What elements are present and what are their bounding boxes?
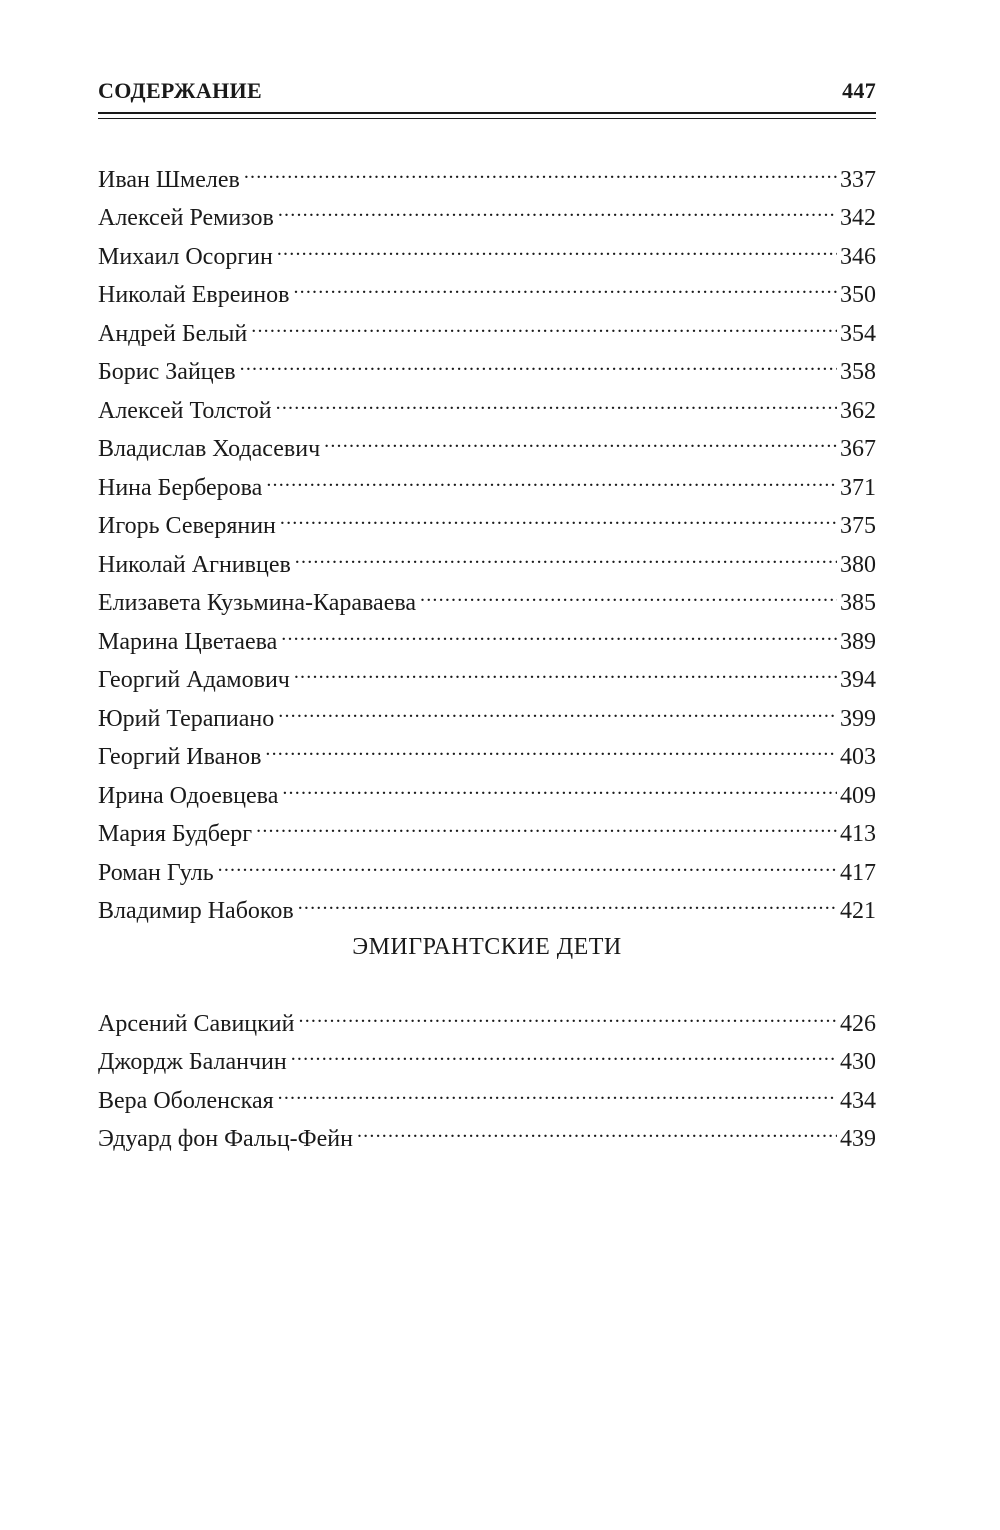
toc-entry-name: Михаил Осоргин xyxy=(98,243,273,270)
toc-entry-page: 394 xyxy=(840,667,876,693)
dot-leader xyxy=(251,302,837,341)
toc-entry-page: 385 xyxy=(840,590,876,616)
dot-leader xyxy=(278,687,837,726)
toc-entry-page: 350 xyxy=(840,282,876,308)
dot-leader xyxy=(281,610,837,649)
toc-entry-name: Иван Шмелев xyxy=(98,166,240,193)
toc-entry-page: 399 xyxy=(840,705,876,732)
toc-entry-page: 342 xyxy=(840,205,876,231)
toc-entry-name: Георгий Иванов xyxy=(98,744,262,770)
toc-entry-name: Марина Цветаева xyxy=(98,628,278,655)
toc-entry-page: 346 xyxy=(840,243,876,270)
toc-entry xyxy=(98,992,876,1037)
dot-leader xyxy=(276,379,837,418)
toc-entry-page: 426 xyxy=(840,1010,876,1037)
toc-entry xyxy=(98,148,876,193)
toc-list xyxy=(98,148,876,924)
toc-entry-name: Николай Евреинов xyxy=(98,282,290,308)
toc-entry-page: 434 xyxy=(840,1087,876,1114)
toc-entry-page: 367 xyxy=(840,436,876,462)
toc-entry-name: Юрий Терапиано xyxy=(98,705,275,732)
dot-leader xyxy=(299,992,838,1031)
dot-leader xyxy=(298,880,837,919)
section-title: ЭМИГРАНТСКИЕ ДЕТИ xyxy=(352,934,622,960)
toc-entry-name: Арсений Савицкий xyxy=(98,1010,295,1037)
toc-entry-page: 380 xyxy=(840,551,876,578)
toc-entry-page: 375 xyxy=(840,513,876,539)
toc-entry-page: 354 xyxy=(840,320,876,347)
running-head-title: СОДЕРЖАНИЕ xyxy=(98,78,262,103)
toc-entry-page: 430 xyxy=(840,1049,876,1075)
toc-entry-name: Джордж Баланчин xyxy=(98,1049,287,1075)
toc-entry-name: Игорь Северянин xyxy=(98,513,276,539)
dot-leader xyxy=(240,341,837,380)
toc-entry-name: Владислав Ходасевич xyxy=(98,436,321,462)
toc-entry-page: 362 xyxy=(840,397,876,424)
toc-entry-name: Роман Гуль xyxy=(98,859,214,886)
dot-leader xyxy=(282,764,837,803)
toc-entry-page: 358 xyxy=(840,359,876,385)
dot-leader xyxy=(277,225,837,264)
toc-entry-name: Алексей Толстой xyxy=(98,397,272,424)
toc-entry-name: Борис Зайцев xyxy=(98,359,236,385)
dot-leader xyxy=(278,187,837,226)
toc-entry-page: 389 xyxy=(840,628,876,655)
dot-leader xyxy=(256,803,837,842)
toc-entry-page: 421 xyxy=(840,898,876,924)
dot-leader xyxy=(280,495,837,534)
toc-entry-name: Нина Берберова xyxy=(98,474,263,501)
toc-entry-page: 413 xyxy=(840,821,876,847)
dot-leader xyxy=(244,148,837,187)
toc-entry-name: Андрей Белый xyxy=(98,320,248,347)
dot-leader xyxy=(278,1069,837,1108)
toc-entry-page: 371 xyxy=(840,474,876,501)
dot-leader xyxy=(295,533,837,572)
book-page xyxy=(98,0,876,1530)
toc-entry-name: Елизавета Кузьмина-Караваева xyxy=(98,590,417,616)
dot-leader xyxy=(324,418,837,457)
toc-entry-name: Владимир Набоков xyxy=(98,898,294,924)
header-rule-thin xyxy=(98,118,876,119)
toc-entry-name: Георгий Адамович xyxy=(98,667,290,693)
toc-entry-name: Николай Агнивцев xyxy=(98,551,291,578)
section-toc-list xyxy=(98,992,876,1152)
dot-leader xyxy=(357,1108,837,1147)
dot-leader xyxy=(294,649,837,688)
dot-leader xyxy=(293,264,837,303)
toc-entry-name: Алексей Ремизов xyxy=(98,205,274,231)
toc-entry-page: 403 xyxy=(840,744,876,770)
dot-leader xyxy=(291,1031,837,1070)
dot-leader xyxy=(218,841,837,880)
toc-entry-page: 439 xyxy=(840,1126,876,1152)
running-head xyxy=(98,78,876,112)
toc-entry-page: 409 xyxy=(840,782,876,809)
page-number: 447 xyxy=(842,78,876,103)
dot-leader xyxy=(265,726,837,765)
toc-entry-page: 337 xyxy=(840,166,876,193)
dot-leader xyxy=(420,572,837,611)
toc-entry-name: Ирина Одоевцева xyxy=(98,782,279,809)
toc-entry-name: Вера Оболенская xyxy=(98,1087,274,1114)
dot-leader xyxy=(266,456,837,495)
toc-entry-name: Эдуард фон Фальц-Фейн xyxy=(98,1126,353,1152)
header-rule-thick xyxy=(98,112,876,114)
toc-entry-name: Мария Будберг xyxy=(98,821,253,847)
toc-entry-page: 417 xyxy=(840,859,876,886)
